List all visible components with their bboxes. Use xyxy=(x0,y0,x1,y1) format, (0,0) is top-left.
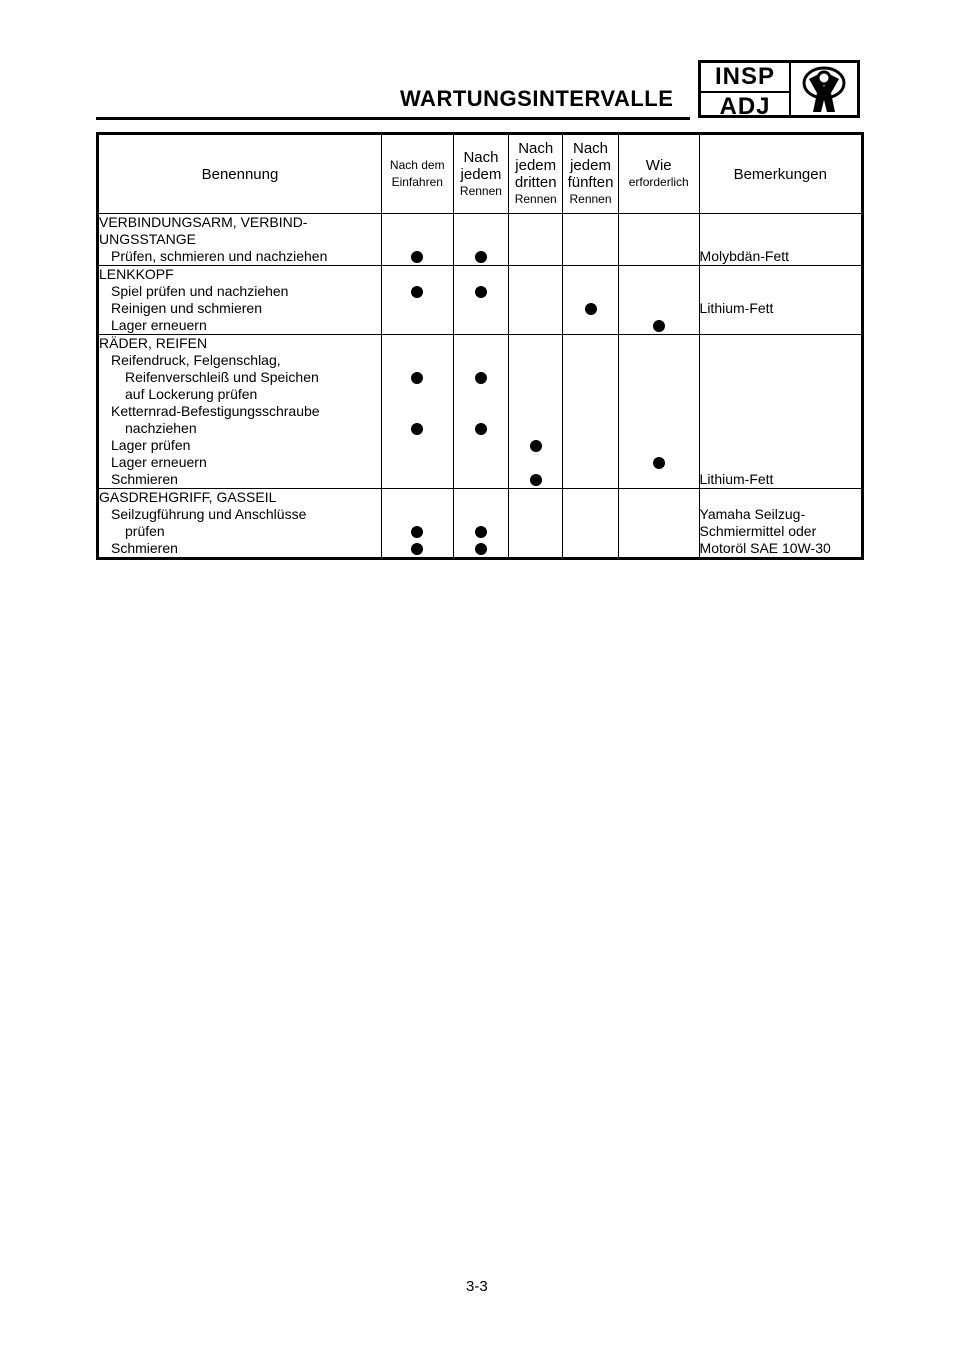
item-task: Prüfen, schmieren und nachziehen xyxy=(111,248,328,264)
col-dritten-line: dritten xyxy=(514,174,557,191)
col-jedem-line: Rennen xyxy=(459,183,502,198)
col-bemerkungen: Bemerkungen xyxy=(699,134,862,214)
page-number: 3-3 xyxy=(466,1278,488,1295)
col-dritten-line: Rennen xyxy=(514,192,557,206)
item-task: auf Lockerung prüfen xyxy=(125,386,258,402)
table-row xyxy=(98,489,863,559)
col-fuenften-line: Rennen xyxy=(569,192,612,206)
col-fuenften-rennen xyxy=(563,134,619,214)
check-dot-icon xyxy=(653,320,665,332)
check-dot-icon xyxy=(475,543,487,555)
check-dot-icon xyxy=(411,543,423,555)
check-dot-icon xyxy=(653,457,665,469)
item-task: Lager prüfen xyxy=(111,437,191,453)
remark-cell xyxy=(699,214,862,266)
table-row xyxy=(98,266,863,335)
check-dot-icon xyxy=(475,372,487,384)
item-task: Ketternrad-Befestigungsschraube xyxy=(111,403,320,419)
check-dot-icon xyxy=(585,303,597,315)
item-task: Seilzugführung und Anschlüsse xyxy=(111,506,307,522)
item-task: Reinigen und schmieren xyxy=(111,300,262,316)
item-task: Schmieren xyxy=(111,540,178,556)
col-jedem-rennen xyxy=(453,134,509,214)
col-wie-erforderlich xyxy=(618,134,699,214)
table-row xyxy=(98,214,863,266)
col-wie-line: erforderlich xyxy=(628,175,689,189)
col-dritten-line: Nach xyxy=(518,140,554,157)
table-row xyxy=(98,335,863,489)
remark-text: Lithium-Fett xyxy=(699,471,774,487)
col-einfahren xyxy=(381,134,453,214)
item-task: Spiel prüfen und nachziehen xyxy=(111,283,289,299)
check-dot-icon xyxy=(530,440,542,452)
page-title: WARTUNGSINTERVALLE xyxy=(400,86,674,111)
maintenance-table xyxy=(96,132,864,560)
check-dot-icon xyxy=(530,474,542,486)
col-fuenften-line: Nach xyxy=(573,140,609,157)
item-task: Schmieren xyxy=(111,471,178,487)
item-task: Lager erneuern xyxy=(111,454,207,470)
remark-text: Yamaha Seilzug- xyxy=(699,506,806,522)
check-dot-icon xyxy=(411,423,423,435)
item-cell xyxy=(98,489,382,559)
remark-text: Molybdän-Fett xyxy=(699,248,790,264)
check-dot-icon xyxy=(475,423,487,435)
title-underline xyxy=(96,117,690,120)
item-task: nachziehen xyxy=(125,420,197,436)
check-dot-icon xyxy=(475,286,487,298)
item-task: Reifendruck, Felgenschlag, xyxy=(111,352,281,368)
badge-adj: ADJ xyxy=(719,93,771,120)
item-cell xyxy=(98,214,382,266)
col-einfahren-line: Nach dem xyxy=(389,158,445,172)
check-dot-icon xyxy=(411,526,423,538)
item-cell xyxy=(98,335,382,489)
insp-adj-badge xyxy=(698,60,860,118)
item-cell xyxy=(98,266,382,335)
remark-cell xyxy=(699,266,862,335)
check-dot-icon xyxy=(411,372,423,384)
item-title: RÄDER, REIFEN xyxy=(99,335,208,351)
item-task: Reifenverschleiß und Speichen xyxy=(125,369,319,385)
table-header-row xyxy=(98,134,863,214)
remark-cell xyxy=(699,335,862,489)
item-title: GASDREHGRIFF, GASSEIL xyxy=(99,489,277,505)
item-title: VERBINDUNGSARM, VERBIND- xyxy=(99,214,308,230)
check-dot-icon xyxy=(475,251,487,263)
check-dot-icon xyxy=(411,251,423,263)
col-fuenften-line: jedem xyxy=(570,157,611,174)
remark-text: Motoröl SAE 10W-30 xyxy=(699,540,831,556)
col-wie-line: Wie xyxy=(645,157,672,174)
col-dritten-line: jedem xyxy=(515,157,557,174)
badge-insp: INSP xyxy=(701,63,789,93)
remark-text: Lithium-Fett xyxy=(699,300,774,316)
col-einfahren-line: Einfahren xyxy=(391,175,443,189)
item-title: UNGSSTANGE xyxy=(99,231,196,247)
wrench-icon xyxy=(795,63,853,115)
check-dot-icon xyxy=(475,526,487,538)
item-title: LENKKOPF xyxy=(99,266,174,282)
remark-cell xyxy=(699,489,862,559)
remark-text: Schmiermittel oder xyxy=(699,523,817,539)
col-dritten-rennen xyxy=(509,134,563,214)
item-task: prüfen xyxy=(125,523,165,539)
col-benennung: Benennung xyxy=(98,134,382,214)
col-jedem-line: jedem xyxy=(460,165,502,183)
col-fuenften-line: fünften xyxy=(567,174,614,191)
item-task: Lager erneuern xyxy=(111,317,207,333)
check-dot-icon xyxy=(411,286,423,298)
col-jedem-line: Nach xyxy=(463,148,499,166)
